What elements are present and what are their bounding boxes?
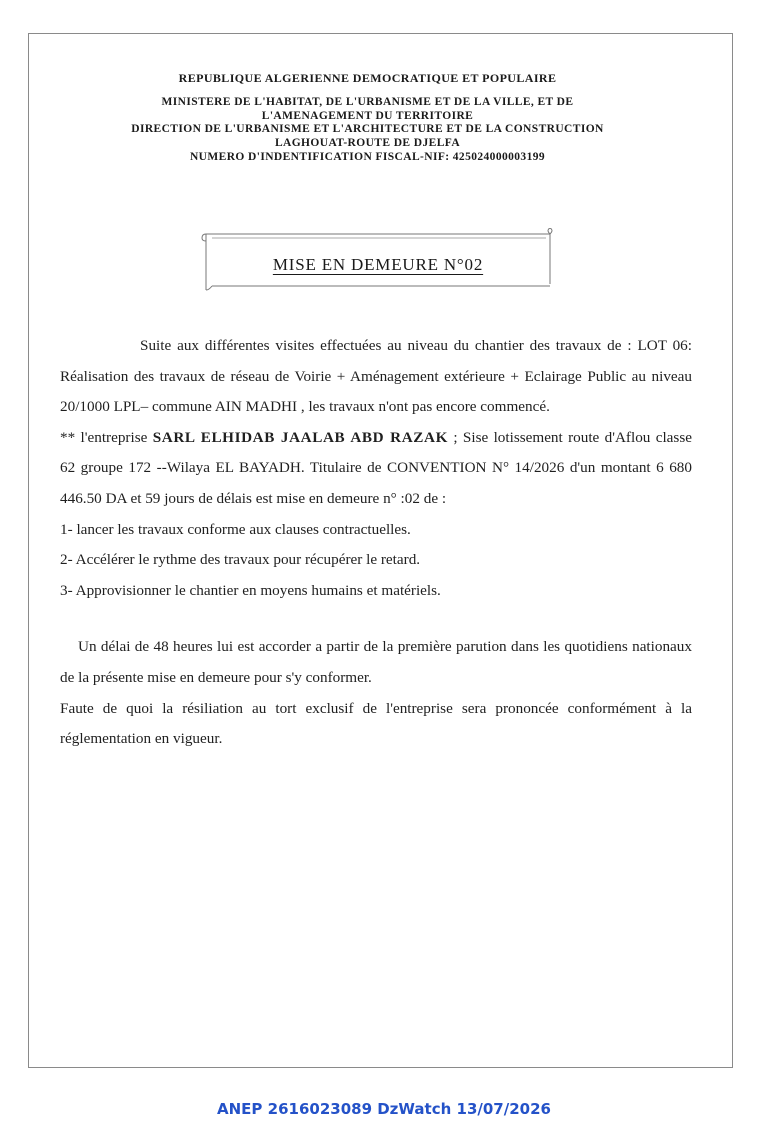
company-prefix: ** l'entreprise: [60, 428, 153, 446]
list-item-1: 1- lancer les travaux conforme aux clauses contractuelles.: [60, 520, 411, 538]
list-item-2: 2- Accélérer le rythme des travaux pour récupérer le retard.: [60, 551, 421, 569]
paragraph-context: Suite aux différentes visites effectuées au niveau du chantier des travaux de : LOT 06: Réalisation des travaux de réseau de Voirie + Aménagement extérieure + Eclairage Public au niveau 20/1000 LPL– commune AIN MADHI , les travaux n'ont pas encore commencé.: [60, 337, 692, 416]
paragraph-deadline: Un délai de 48 heures lui est accorder a partir de la première parution dans les quotidiens nationaux de la présente mise en demeure pour s'y conformer.: [60, 638, 692, 686]
official-header: [60, 72, 675, 165]
paragraph-company: [60, 423, 692, 515]
header-direction: DIRECTION DE L'URBANISME ET L'ARCHITECTURE ET DE LA CONSTRUCTION: [131, 123, 604, 136]
publication-reference: ANEP 2616023089 DzWatch 13/07/2026: [217, 1100, 551, 1118]
company-details: ; Sise lotissement route d'Aflou classe 62 groupe 172 --Wilaya EL BAYADH. Titulaire de CONVENTION N° 14/2026 d'un montant 6 680 446.50 DA et 59 jours de délais est mise en demeure n° :02 de :: [60, 428, 692, 507]
header-ministry-cont: L'AMENAGEMENT DU TERRITOIRE: [261, 109, 474, 122]
document-title: MISE EN DEMEURE N°02: [272, 255, 484, 274]
header-nif: NUMERO D'INDENTIFICATION FISCAL-NIF: 425024000003199: [189, 150, 546, 163]
paragraph-termination: Faute de quoi la résiliation au tort exclusif de l'entreprise sera prononcée conformément à la réglementation en vigueur.: [60, 699, 692, 748]
header-republic: REPUBLIQUE ALGERIENNE DEMOCRATIQUE ET POPULAIRE: [178, 71, 557, 85]
list-item-3: 3- Approvisionner le chantier en moyens humains et matériels.: [60, 581, 441, 599]
header-ministry: MINISTERE DE L'HABITAT, DE L'URBANISME ET DE LA VILLE, ET DE: [161, 95, 574, 108]
title-scroll-frame: [200, 228, 556, 292]
company-name: SARL ELHIDAB JAALAB ABD RAZAK: [152, 428, 449, 446]
header-address: LAGHOUAT-ROUTE DE DJELFA: [274, 137, 461, 150]
document-body: [60, 331, 692, 755]
